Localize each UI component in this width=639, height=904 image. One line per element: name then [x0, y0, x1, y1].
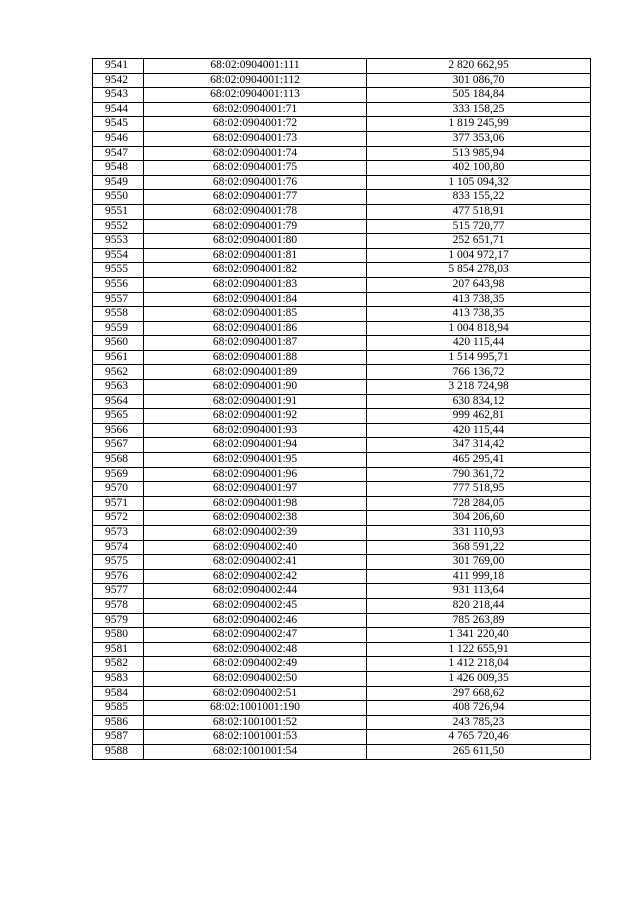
cadastral-number-cell: 68:02:0904002:49 — [144, 657, 367, 672]
cadastral-number-cell: 68:02:0904002:42 — [144, 569, 367, 584]
row-number-cell: 9548 — [93, 161, 144, 176]
cadastral-value-cell: 377 353,06 — [367, 131, 591, 146]
cadastral-value-cell: 999 462,81 — [367, 409, 591, 424]
cadastral-number-cell: 68:02:0904001:80 — [144, 234, 367, 249]
cadastral-value-cell: 931 113,64 — [367, 584, 591, 599]
row-number-cell: 9571 — [93, 496, 144, 511]
cadastral-number-cell: 68:02:0904001:87 — [144, 336, 367, 351]
row-number-cell: 9572 — [93, 511, 144, 526]
table-row — [93, 204, 591, 219]
row-number-cell: 9542 — [93, 73, 144, 88]
row-number-cell: 9551 — [93, 204, 144, 219]
cadastral-value-cell: 505 184,84 — [367, 88, 591, 103]
cadastral-value-cell: 408 726,94 — [367, 701, 591, 716]
cadastral-value-cell: 728 284,05 — [367, 496, 591, 511]
cadastral-number-cell: 68:02:0904001:85 — [144, 307, 367, 322]
row-number-cell: 9565 — [93, 409, 144, 424]
table-row — [93, 365, 591, 380]
row-number-cell: 9552 — [93, 219, 144, 234]
row-number-cell: 9556 — [93, 277, 144, 292]
cadastral-number-cell: 68:02:0904001:74 — [144, 146, 367, 161]
cadastral-number-cell: 68:02:0904001:96 — [144, 467, 367, 482]
row-number-cell: 9564 — [93, 394, 144, 409]
cadastral-number-cell: 68:02:0904001:86 — [144, 321, 367, 336]
cadastral-number-cell: 68:02:0904002:40 — [144, 540, 367, 555]
cadastral-value-cell: 777 518,95 — [367, 482, 591, 497]
cadastral-value-cell: 243 785,23 — [367, 715, 591, 730]
cadastral-value-cell: 1 004 818,94 — [367, 321, 591, 336]
row-number-cell: 9570 — [93, 482, 144, 497]
row-number-cell: 9550 — [93, 190, 144, 205]
cadastral-value-cell: 368 591,22 — [367, 540, 591, 555]
row-number-cell: 9576 — [93, 569, 144, 584]
cadastral-number-cell: 68:02:0904001:112 — [144, 73, 367, 88]
table-row — [93, 526, 591, 541]
row-number-cell: 9558 — [93, 307, 144, 322]
row-number-cell: 9585 — [93, 701, 144, 716]
cadastral-value-cell: 4 765 720,46 — [367, 730, 591, 745]
cadastral-number-cell: 68:02:0904001:95 — [144, 453, 367, 468]
table-row — [93, 190, 591, 205]
cadastral-number-cell: 68:02:0904002:44 — [144, 584, 367, 599]
cadastral-number-cell: 68:02:0904001:89 — [144, 365, 367, 380]
cadastral-value-cell: 785 263,89 — [367, 613, 591, 628]
row-number-cell: 9546 — [93, 131, 144, 146]
table-row — [93, 628, 591, 643]
row-number-cell: 9566 — [93, 423, 144, 438]
row-number-cell: 9580 — [93, 628, 144, 643]
cadastral-number-cell: 68:02:0904002:50 — [144, 671, 367, 686]
cadastral-number-cell: 68:02:0904002:39 — [144, 526, 367, 541]
cadastral-value-cell: 413 738,35 — [367, 292, 591, 307]
cadastral-value-cell: 411 999,18 — [367, 569, 591, 584]
table-row — [93, 555, 591, 570]
cadastral-value-cell: 252 651,71 — [367, 234, 591, 249]
row-number-cell: 9582 — [93, 657, 144, 672]
cadastral-number-cell: 68:02:1001001:54 — [144, 744, 367, 759]
cadastral-value-table — [92, 58, 591, 760]
cadastral-value-cell: 477 518,91 — [367, 204, 591, 219]
row-number-cell: 9559 — [93, 321, 144, 336]
table-row — [93, 701, 591, 716]
cadastral-number-cell: 68:02:0904001:76 — [144, 175, 367, 190]
cadastral-value-cell: 630 834,12 — [367, 394, 591, 409]
table-row — [93, 248, 591, 263]
cadastral-number-cell: 68:02:0904002:46 — [144, 613, 367, 628]
table-row — [93, 613, 591, 628]
cadastral-number-cell: 68:02:0904001:77 — [144, 190, 367, 205]
row-number-cell: 9547 — [93, 146, 144, 161]
cadastral-number-cell: 68:02:0904002:38 — [144, 511, 367, 526]
table-body — [93, 59, 591, 760]
table-row — [93, 569, 591, 584]
cadastral-number-cell: 68:02:0904002:45 — [144, 598, 367, 613]
cadastral-value-cell: 413 738,35 — [367, 307, 591, 322]
table-row — [93, 117, 591, 132]
cadastral-number-cell: 68:02:0904001:73 — [144, 131, 367, 146]
cadastral-value-cell: 331 110,93 — [367, 526, 591, 541]
table-row — [93, 88, 591, 103]
table-row — [93, 394, 591, 409]
cadastral-value-cell: 1 426 009,35 — [367, 671, 591, 686]
table-row — [93, 336, 591, 351]
cadastral-value-cell: 1 105 094,32 — [367, 175, 591, 190]
table-row — [93, 423, 591, 438]
cadastral-value-cell: 1 514 995,71 — [367, 350, 591, 365]
cadastral-number-cell: 68:02:1001001:52 — [144, 715, 367, 730]
cadastral-number-cell: 68:02:0904001:78 — [144, 204, 367, 219]
cadastral-value-cell: 207 643,98 — [367, 277, 591, 292]
table-row — [93, 744, 591, 759]
cadastral-number-cell: 68:02:0904001:82 — [144, 263, 367, 278]
row-number-cell: 9541 — [93, 59, 144, 74]
cadastral-value-cell: 3 218 724,98 — [367, 380, 591, 395]
row-number-cell: 9549 — [93, 175, 144, 190]
row-number-cell: 9563 — [93, 380, 144, 395]
cadastral-value-cell: 265 611,50 — [367, 744, 591, 759]
row-number-cell: 9588 — [93, 744, 144, 759]
table-row — [93, 686, 591, 701]
row-number-cell: 9583 — [93, 671, 144, 686]
row-number-cell: 9562 — [93, 365, 144, 380]
cadastral-value-cell: 820 218,44 — [367, 598, 591, 613]
cadastral-value-cell: 420 115,44 — [367, 336, 591, 351]
row-number-cell: 9584 — [93, 686, 144, 701]
table-row — [93, 350, 591, 365]
cadastral-number-cell: 68:02:0904001:83 — [144, 277, 367, 292]
cadastral-value-cell: 347 314,42 — [367, 438, 591, 453]
row-number-cell: 9545 — [93, 117, 144, 132]
row-number-cell: 9587 — [93, 730, 144, 745]
cadastral-number-cell: 68:02:0904001:111 — [144, 59, 367, 74]
cadastral-value-cell: 2 820 662,95 — [367, 59, 591, 74]
cadastral-value-cell: 1 341 220,40 — [367, 628, 591, 643]
row-number-cell: 9577 — [93, 584, 144, 599]
table-row — [93, 584, 591, 599]
cadastral-value-cell: 513 985,94 — [367, 146, 591, 161]
table-row — [93, 598, 591, 613]
cadastral-number-cell: 68:02:0904002:48 — [144, 642, 367, 657]
table-row — [93, 307, 591, 322]
row-number-cell: 9567 — [93, 438, 144, 453]
cadastral-value-cell: 1 412 218,04 — [367, 657, 591, 672]
cadastral-value-cell: 1 004 972,17 — [367, 248, 591, 263]
cadastral-number-cell: 68:02:1001001:53 — [144, 730, 367, 745]
row-number-cell: 9560 — [93, 336, 144, 351]
row-number-cell: 9561 — [93, 350, 144, 365]
cadastral-value-cell: 833 155,22 — [367, 190, 591, 205]
cadastral-value-cell: 333 158,25 — [367, 102, 591, 117]
row-number-cell: 9544 — [93, 102, 144, 117]
cadastral-number-cell: 68:02:0904002:47 — [144, 628, 367, 643]
cadastral-value-cell: 304 206,60 — [367, 511, 591, 526]
row-number-cell: 9579 — [93, 613, 144, 628]
row-number-cell: 9543 — [93, 88, 144, 103]
cadastral-value-cell: 1 122 655,91 — [367, 642, 591, 657]
table-row — [93, 102, 591, 117]
cadastral-number-cell: 68:02:0904001:81 — [144, 248, 367, 263]
table-row — [93, 409, 591, 424]
cadastral-value-cell: 402 100,80 — [367, 161, 591, 176]
cadastral-value-cell: 515 720,77 — [367, 219, 591, 234]
table-row — [93, 511, 591, 526]
table-row — [93, 73, 591, 88]
cadastral-number-cell: 68:02:0904001:97 — [144, 482, 367, 497]
table-row — [93, 131, 591, 146]
table-row — [93, 671, 591, 686]
table-row — [93, 146, 591, 161]
cadastral-number-cell: 68:02:0904001:84 — [144, 292, 367, 307]
cadastral-value-cell: 420 115,44 — [367, 423, 591, 438]
table-row — [93, 292, 591, 307]
cadastral-value-cell: 790 361,72 — [367, 467, 591, 482]
table-row — [93, 642, 591, 657]
table-row — [93, 715, 591, 730]
cadastral-number-cell: 68:02:0904001:92 — [144, 409, 367, 424]
row-number-cell: 9586 — [93, 715, 144, 730]
table-row — [93, 175, 591, 190]
table-row — [93, 467, 591, 482]
row-number-cell: 9553 — [93, 234, 144, 249]
cadastral-number-cell: 68:02:0904001:90 — [144, 380, 367, 395]
cadastral-number-cell: 68:02:0904002:41 — [144, 555, 367, 570]
table-row — [93, 380, 591, 395]
cadastral-number-cell: 68:02:0904001:113 — [144, 88, 367, 103]
table-row — [93, 730, 591, 745]
cadastral-number-cell: 68:02:0904001:79 — [144, 219, 367, 234]
row-number-cell: 9575 — [93, 555, 144, 570]
table-row — [93, 161, 591, 176]
table-row — [93, 657, 591, 672]
table-row — [93, 219, 591, 234]
cadastral-value-cell: 301 769,00 — [367, 555, 591, 570]
row-number-cell: 9554 — [93, 248, 144, 263]
cadastral-number-cell: 68:02:0904001:93 — [144, 423, 367, 438]
table-row — [93, 540, 591, 555]
cadastral-value-cell: 297 668,62 — [367, 686, 591, 701]
table-row — [93, 482, 591, 497]
row-number-cell: 9569 — [93, 467, 144, 482]
cadastral-number-cell: 68:02:0904002:51 — [144, 686, 367, 701]
table-row — [93, 234, 591, 249]
cadastral-number-cell: 68:02:0904001:71 — [144, 102, 367, 117]
cadastral-value-cell: 301 086,70 — [367, 73, 591, 88]
cadastral-number-cell: 68:02:0904001:72 — [144, 117, 367, 132]
cadastral-number-cell: 68:02:1001001:190 — [144, 701, 367, 716]
row-number-cell: 9557 — [93, 292, 144, 307]
table-row — [93, 321, 591, 336]
cadastral-number-cell: 68:02:0904001:91 — [144, 394, 367, 409]
cadastral-value-cell: 766 136,72 — [367, 365, 591, 380]
table-row — [93, 277, 591, 292]
table-row — [93, 59, 591, 74]
row-number-cell: 9568 — [93, 453, 144, 468]
table-row — [93, 453, 591, 468]
cadastral-value-cell: 465 295,41 — [367, 453, 591, 468]
cadastral-number-cell: 68:02:0904001:98 — [144, 496, 367, 511]
row-number-cell: 9573 — [93, 526, 144, 541]
row-number-cell: 9555 — [93, 263, 144, 278]
cadastral-value-cell: 1 819 245,99 — [367, 117, 591, 132]
row-number-cell: 9581 — [93, 642, 144, 657]
cadastral-number-cell: 68:02:0904001:88 — [144, 350, 367, 365]
row-number-cell: 9574 — [93, 540, 144, 555]
cadastral-number-cell: 68:02:0904001:75 — [144, 161, 367, 176]
cadastral-value-cell: 5 854 278,03 — [367, 263, 591, 278]
table-row — [93, 496, 591, 511]
table-row — [93, 263, 591, 278]
cadastral-number-cell: 68:02:0904001:94 — [144, 438, 367, 453]
table-row — [93, 438, 591, 453]
row-number-cell: 9578 — [93, 598, 144, 613]
